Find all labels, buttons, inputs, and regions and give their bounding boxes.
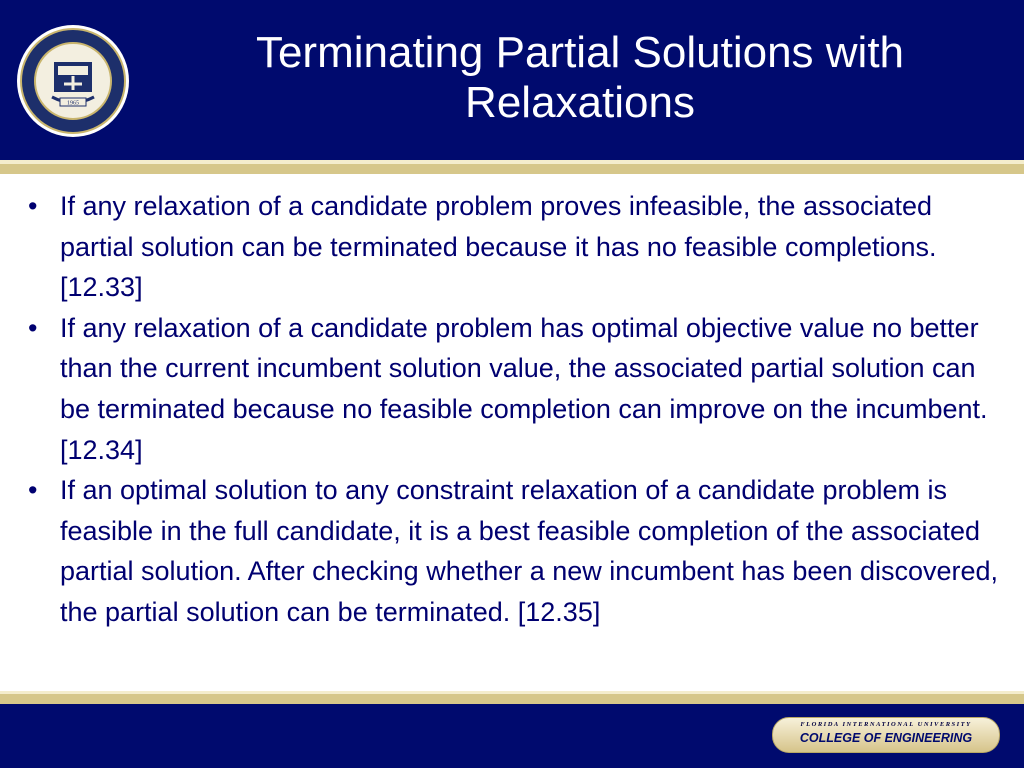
university-name: FLORIDA INTERNATIONAL UNIVERSITY [800,721,972,728]
bullet-marker: • [28,312,38,343]
bullet-marker: • [28,191,38,221]
college-badge [772,717,1000,753]
university-seal-icon [16,24,130,138]
bullet-text: If an optimal solution to any constraint relaxation of a candidate problem is feasible in the full candidate, it is a best feasible completion of the associated partial solution. After checking whether a new incumbent has been discovered, the partial solution can be terminated. [12.35] [60,475,999,627]
svg-text:1965: 1965 [67,100,79,107]
bullet-marker: • [28,475,38,506]
slide-title: Terminating Partial Solutions with Relaxations [255,28,905,127]
college-name: COLLEGE OF ENGINEERING [799,731,973,745]
header-gold-stripe [0,164,1024,174]
bullet-list [28,186,1000,633]
bullet-text: If any relaxation of a candidate problem has optimal objective value no better than the current incumbent solution value, the associated partial solution can be terminated because no feasible completion can improve on the incumbent. [12.34] [60,312,988,465]
footer-gold-stripe [0,694,1024,704]
bullet-text: If any relaxation of a candidate problem proves infeasible, the associated partial solution can be terminated because it has no feasible completions. [12.33] [60,191,937,303]
bullet-item-1 [28,186,1000,308]
bullet-item-3 [28,470,1000,632]
bullet-item-2 [28,308,1000,470]
